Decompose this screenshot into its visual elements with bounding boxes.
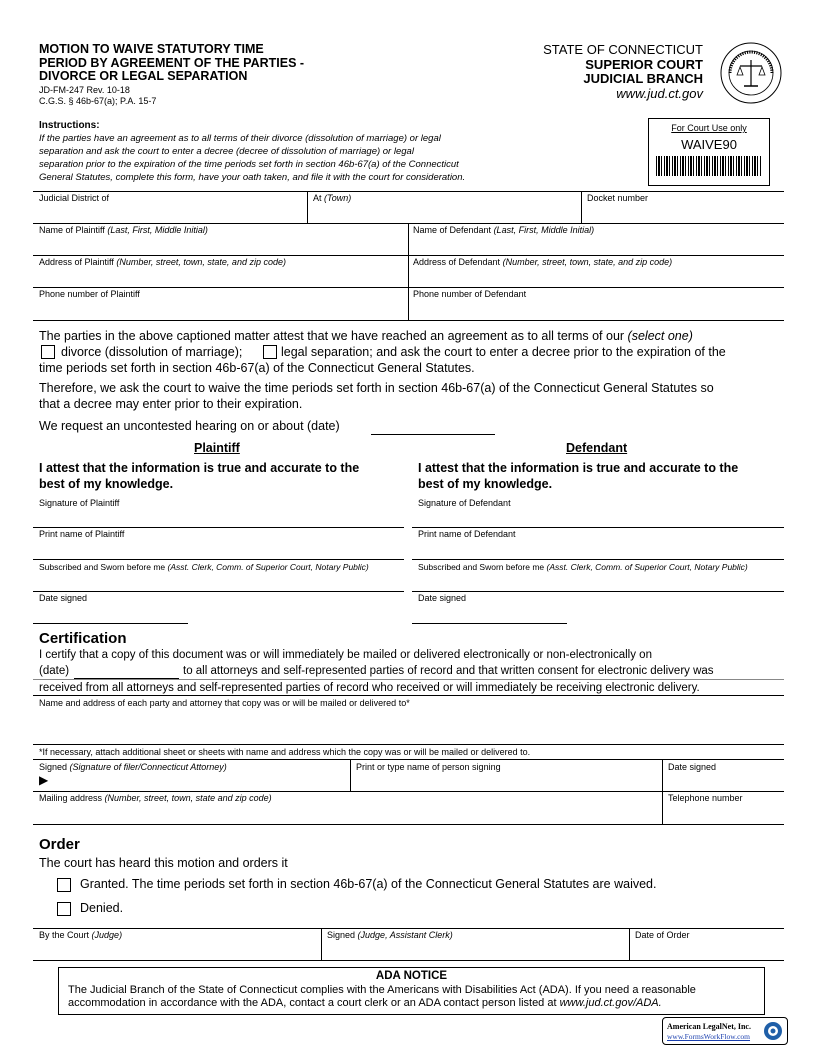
defendant-date-field[interactable] — [412, 623, 567, 624]
hearing-date-field[interactable] — [371, 434, 495, 435]
judge-signed-field[interactable]: Signed (Judge, Assistant Clerk) — [327, 930, 453, 940]
plaintiff-signature-field[interactable] — [33, 527, 404, 528]
footer-url: www.FormsWorkFlow.com — [667, 1032, 751, 1041]
plaintiff-name-field[interactable]: Name of Plaintiff (Last, First, Middle Initial) — [39, 225, 208, 235]
certification-heading: Certification — [39, 630, 127, 647]
legal-separation-checkbox[interactable] — [263, 345, 277, 359]
defendant-address-field[interactable]: Address of Defendant (Number, street, town, state, and zip code) — [413, 257, 673, 267]
defendant-sworn-label: Subscribed and Sworn before me (Asst. Clerk, Comm. of Superior Court, Notary Public) — [418, 562, 748, 572]
order-intro: The court has heard this motion and orders it — [39, 856, 288, 870]
certification-line-1: I certify that a copy of this document was or will immediately be mailed or delivered electronically or non-electronically on — [39, 649, 652, 661]
plaintiff-heading: Plaintiff — [194, 441, 240, 455]
branch-name: JUDICIAL BRANCH — [583, 71, 703, 86]
ada-line-1: The Judicial Branch of the State of Connecticut complies with the Americans with Disabilities Act (ADA). If you need a reasonable — [68, 984, 696, 996]
barcode — [656, 156, 762, 176]
hearing-request: We request an uncontested hearing on or about (date) — [39, 419, 340, 433]
docket-number-field[interactable]: Docket number — [587, 193, 649, 203]
instructions-heading: Instructions: — [39, 120, 100, 131]
arrow-right-icon: ▶ — [39, 773, 49, 787]
plaintiff-attest: I attest that the information is true and accurate to the best of my knowledge. — [39, 461, 360, 491]
therefore-line-2: that a decree may enter prior to their expiration. — [39, 397, 303, 411]
telephone-field[interactable]: Telephone number — [668, 793, 743, 803]
footer-brand: American LegalNet, Inc. — [667, 1022, 751, 1031]
name-address-label[interactable]: Name and address of each party and attorney that copy was or will be mailed or delivered to* — [39, 698, 410, 708]
attest-line-1: The parties in the above captioned matter attest that we have reached an agreement as to all terms of our (select one) — [39, 329, 693, 343]
legal-separation-option-label: legal separation; and ask the court to enter a decree prior to the expiration of the — [281, 345, 726, 359]
court-use-code: WAIVE90 — [681, 137, 737, 152]
state-name: STATE OF CONNECTICUT — [543, 42, 703, 57]
divorce-checkbox[interactable] — [41, 345, 55, 359]
filer-signature-field[interactable]: Signed (Signature of filer/Connecticut Attorney) — [39, 762, 227, 772]
date-of-order-field[interactable]: Date of Order — [635, 930, 690, 940]
defendant-attest: I attest that the information is true and accurate to the best of my knowledge. — [418, 461, 739, 491]
defendant-signature-label: Signature of Defendant — [418, 498, 511, 508]
form-number: JD-FM-247 Rev. 10-18 — [39, 85, 130, 95]
defendant-print-name-label: Print name of Defendant — [418, 529, 516, 539]
statute-reference: C.G.S. § 46b-67(a); P.A. 15-7 — [39, 96, 157, 106]
cert-date-signed-field[interactable]: Date signed — [668, 762, 717, 772]
court-use-box — [648, 118, 770, 186]
court-name: SUPERIOR COURT — [585, 56, 703, 72]
instructions-text: If the parties have an agreement as to all terms of their divorce (dissolution of marriage) or legal separation and ask the court to enter a decree (decree of dissolution of marriage) or legal separation prior to the expiration of the time periods set forth in section 46b-67(a) of the Connecticut General Statutes, complete this form, have your oath taken, and file it with the court for consideration. — [39, 133, 466, 183]
seal-icon — [720, 42, 782, 104]
plaintiff-phone-field[interactable]: Phone number of Plaintiff — [39, 289, 140, 299]
website: www.jud.ct.gov — [616, 85, 703, 101]
judicial-district-field[interactable]: Judicial District of — [39, 193, 110, 203]
plaintiff-signature-label: Signature of Plaintiff — [39, 498, 120, 508]
order-heading: Order — [39, 836, 80, 853]
defendant-name-field[interactable]: Name of Defendant (Last, First, Middle Initial) — [413, 225, 595, 235]
plaintiff-sworn-label: Subscribed and Sworn before me (Asst. Clerk, Comm. of Superior Court, Notary Public) — [39, 562, 369, 572]
print-name-signing-field[interactable]: Print or type name of person signing — [356, 762, 501, 772]
defendant-print-name-field[interactable] — [412, 559, 784, 560]
defendant-sworn-field[interactable] — [412, 591, 784, 592]
ada-line-2: accommodation in accordance with the ADA, contact a court clerk or an ADA contact person listed at www.jud.ct.gov/ADA. — [68, 997, 662, 1009]
defendant-signature-field[interactable] — [412, 527, 784, 528]
ada-notice-box — [58, 967, 765, 1015]
denied-label: Denied. — [80, 901, 124, 915]
plaintiff-date-label: Date signed — [39, 593, 88, 603]
plaintiff-print-name-label: Print name of Plaintiff — [39, 529, 125, 539]
certification-line-2a: (date) — [39, 665, 70, 677]
mailing-address-field[interactable]: Mailing address (Number, street, town, state and zip code) — [39, 793, 272, 803]
plaintiff-address-field[interactable]: Address of Plaintiff (Number, street, town, state, and zip code) — [39, 257, 286, 267]
therefore-line-1: Therefore, we ask the court to waive the time periods set forth in section 46b-67(a) of the Connecticut General Statutes so — [39, 381, 714, 395]
defendant-heading: Defendant — [566, 441, 628, 455]
plaintiff-date-field[interactable] — [33, 623, 188, 624]
plaintiff-print-name-field[interactable] — [33, 559, 404, 560]
formsworkflow-logo-icon — [763, 1021, 783, 1041]
granted-label: Granted. The time periods set forth in section 46b-67(a) of the Connecticut General Statutes are waived. — [80, 877, 657, 891]
form-title: MOTION TO WAIVE STATUTORY TIME PERIOD BY AGREEMENT OF THE PARTIES - DIVORCE OR LEGAL SEPARATION — [39, 42, 305, 83]
plaintiff-sworn-field[interactable] — [33, 591, 404, 592]
ada-heading: ADA NOTICE — [375, 970, 448, 982]
certification-line-3: received from all attorneys and self-represented parties of record who received or will immediately be receiving electronic delivery. — [39, 682, 700, 694]
town-field[interactable]: At (Town) — [313, 193, 352, 203]
footer-badge[interactable] — [662, 1017, 788, 1045]
certification-footnote: *If necessary, attach additional sheet or sheets with name and address which the copy was or will be mailed or delivered to. — [39, 747, 531, 757]
state-seal — [720, 42, 782, 104]
defendant-date-label: Date signed — [418, 593, 467, 603]
court-header — [543, 43, 703, 101]
court-use-label: For Court Use only — [671, 123, 747, 133]
defendant-phone-field[interactable]: Phone number of Defendant — [413, 289, 527, 299]
denied-checkbox[interactable] — [57, 902, 71, 916]
divorce-option-label: divorce (dissolution of marriage); — [61, 345, 243, 359]
attest-line-3: time periods set forth in section 46b-67(a) of the Connecticut General Statutes. — [39, 361, 475, 375]
granted-checkbox[interactable] — [57, 878, 71, 892]
by-court-field[interactable]: By the Court (Judge) — [39, 930, 123, 940]
certification-line-2b: to all attorneys and self-represented parties of record and that written consent for electronic delivery was — [183, 665, 714, 677]
ada-link[interactable]: www.jud.ct.gov/ADA. — [559, 997, 662, 1009]
